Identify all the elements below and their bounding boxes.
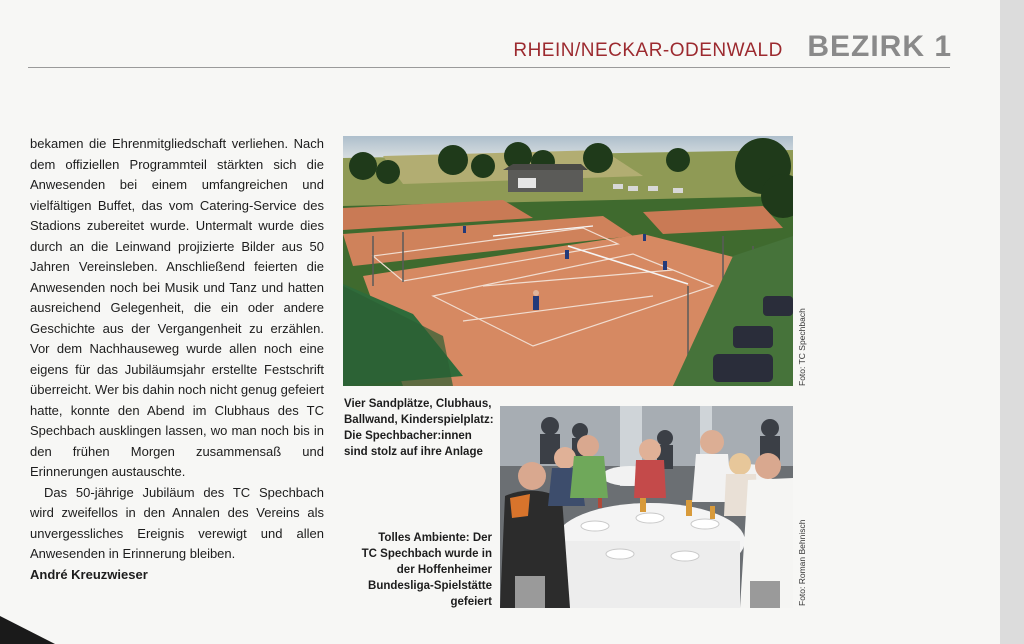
tennis-courts-image bbox=[343, 136, 793, 386]
article-column bbox=[30, 134, 324, 585]
scan-background bbox=[1000, 0, 1024, 644]
header-divider bbox=[28, 67, 950, 68]
article-author: André Kreuzwieser bbox=[30, 566, 148, 582]
photo-credit-dinner: Foto: Roman Behnisch bbox=[797, 519, 807, 606]
article-paragraph-1: bekamen die Ehrenmitgliedschaft verliehen. Nach dem offiziellen Programmteil stärkten sich die Anwesenden bei einem umfangreichen und vielfältigen Buffet, das vom Catering-Service des Stadions zubereitet wurde. Untermalt wurde dies durch an die Leinwand projizierte Bilder aus 50 Jahren Vereinsleben. Anschließend feierten die Anwesenden noch bei Musik und Tanz und hatten ausreichend Gelegenheit, die ein oder andere Geschichte aus der Vergangenheit zu erzählen. Vor dem Nachhauseweg wurde allen noch eine eigens für das Jubiläumsjahr erstellte Festschrift überreicht. Wer bis dahin noch nicht genug gefeiert hatte, konnte den Abend im Clubhaus des TC Spechbach ausklingen lassen, wo man noch bis in den frühen Morgen zusammensaß und Erinnerungen austauschte. bbox=[30, 136, 324, 479]
article-paragraph-2: Das 50-jährige Jubiläum des TC Spechbach wird zweifellos in den Annalen des Vereins als unvergessliches Ereignis verewigt und allen Anwesenden in Erinnerung bleiben. bbox=[30, 484, 324, 561]
celebration-dinner-photo bbox=[500, 406, 793, 608]
region-heading: RHEIN/NECKAR-ODENWALD bbox=[513, 40, 783, 61]
torn-corner bbox=[0, 616, 55, 644]
caption-courts: Vier Sandplätze, Clubhaus, Ballwand, Kinderspielplatz: Die Spechbacher:innen sind stolz auf ihre Anlage bbox=[344, 398, 494, 458]
celebration-dinner-image bbox=[500, 406, 793, 608]
district-heading: BEZIRK 1 bbox=[807, 30, 952, 63]
section-header bbox=[0, 30, 952, 64]
caption-dinner: Tolles Ambiente: Der TC Spechbach wurde in der Hoffenheimer Bundesliga-Spielstätte gefeiert bbox=[361, 532, 492, 608]
photo-credit-courts: Foto: TC Spechbach bbox=[797, 308, 807, 386]
tennis-courts-photo bbox=[343, 136, 793, 386]
